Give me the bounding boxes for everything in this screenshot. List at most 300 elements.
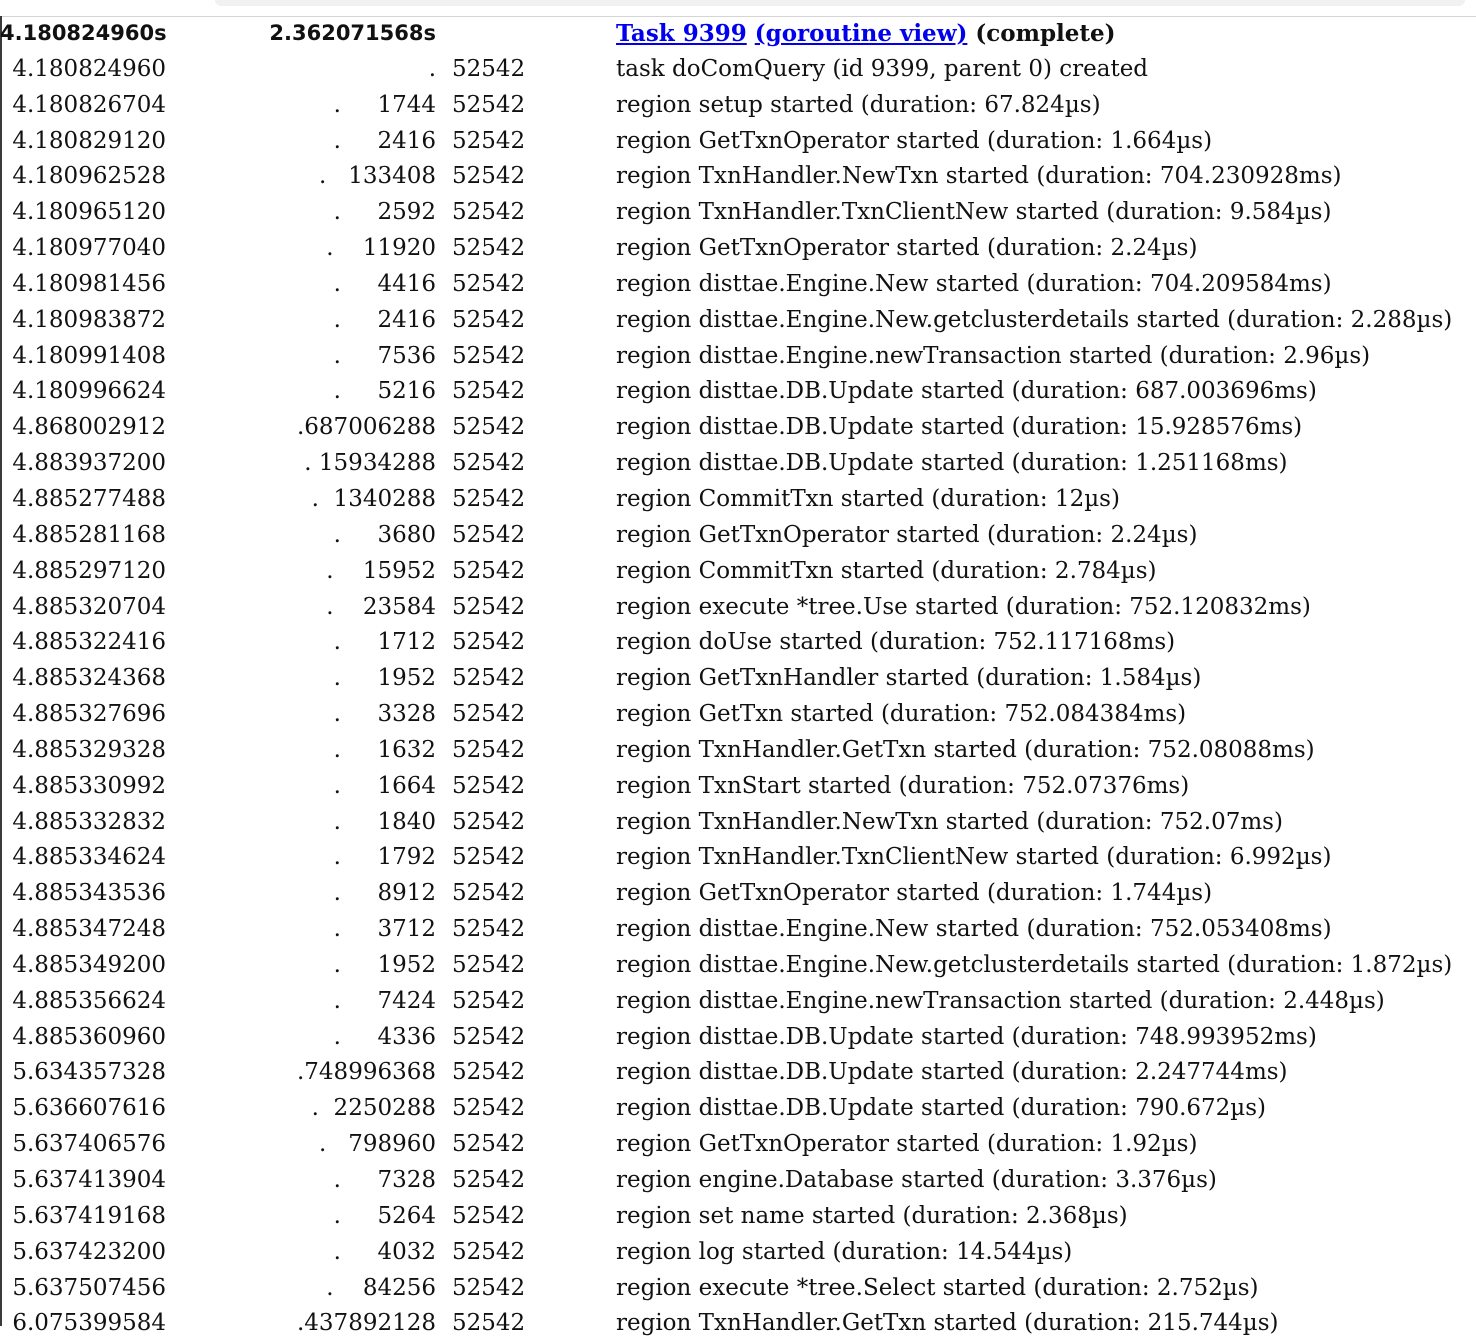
event-elapsed: . 8912 bbox=[333, 880, 436, 907]
spacer bbox=[166, 805, 246, 841]
event-description: region disttae.DB.Update started (duration: 2.247744ms) bbox=[616, 1059, 1288, 1086]
spacer bbox=[166, 446, 246, 482]
event-time: 5.637406576 bbox=[12, 1131, 166, 1158]
spacer bbox=[436, 1055, 452, 1091]
event-goroutine-id: 52542 bbox=[452, 1167, 526, 1193]
spacer bbox=[166, 948, 246, 984]
trace-event-row bbox=[0, 195, 1476, 231]
trace-event-row bbox=[0, 625, 1476, 661]
event-elapsed: . 15952 bbox=[326, 557, 436, 584]
spacer bbox=[436, 446, 452, 482]
spacer bbox=[516, 16, 616, 52]
event-time: 4.883937200 bbox=[12, 450, 166, 477]
spacer bbox=[436, 625, 452, 661]
event-description: region GetTxnHandler started (duration: 1.584µs) bbox=[616, 665, 1202, 692]
event-elapsed: . 1952 bbox=[333, 665, 436, 692]
event-time: 5.637507456 bbox=[12, 1274, 166, 1301]
event-elapsed: . bbox=[428, 55, 436, 82]
event-elapsed: . 7328 bbox=[333, 1167, 436, 1193]
spacer bbox=[436, 661, 452, 697]
event-goroutine-id: 52542 bbox=[452, 665, 526, 692]
spacer bbox=[436, 482, 452, 518]
task-total-duration: 2.362071568s bbox=[269, 21, 436, 45]
event-time: 4.868002912 bbox=[12, 414, 166, 441]
spacer bbox=[436, 159, 452, 195]
event-elapsed: . 4336 bbox=[333, 1023, 436, 1050]
event-goroutine-id: 52542 bbox=[452, 916, 526, 943]
event-elapsed: . 1744 bbox=[333, 91, 436, 118]
trace-event-row bbox=[0, 876, 1476, 912]
event-description: region disttae.Engine.newTransaction started (duration: 2.448µs) bbox=[616, 987, 1385, 1014]
trace-event-row bbox=[0, 303, 1476, 339]
trace-event-row bbox=[0, 518, 1476, 554]
event-description: region TxnHandler.TxnClientNew started (duration: 9.584µs) bbox=[616, 199, 1332, 226]
event-goroutine-id: 52542 bbox=[452, 772, 526, 799]
spacer bbox=[166, 303, 246, 339]
event-elapsed: . 133408 bbox=[318, 163, 436, 190]
trace-event-row bbox=[0, 159, 1476, 195]
spacer bbox=[166, 195, 246, 231]
spacer bbox=[436, 1235, 452, 1271]
event-goroutine-id: 52542 bbox=[452, 1023, 526, 1050]
event-goroutine-id: 52542 bbox=[452, 342, 526, 369]
goroutine-view-link[interactable]: (goroutine view) bbox=[754, 20, 968, 47]
event-goroutine-id: 52542 bbox=[452, 127, 526, 154]
spacer bbox=[516, 303, 616, 339]
spacer bbox=[166, 1271, 246, 1307]
spacer bbox=[166, 16, 246, 52]
event-description: region TxnStart started (duration: 752.07376ms) bbox=[616, 772, 1190, 799]
task-title-cell bbox=[616, 16, 1476, 52]
trace-event-row bbox=[0, 697, 1476, 733]
spacer bbox=[166, 661, 246, 697]
spacer bbox=[166, 518, 246, 554]
event-elapsed: . 5216 bbox=[333, 378, 436, 405]
spacer bbox=[516, 1091, 616, 1127]
event-time: 5.637423200 bbox=[12, 1238, 166, 1265]
event-time: 4.885324368 bbox=[12, 665, 166, 692]
spacer bbox=[436, 948, 452, 984]
trace-event-row bbox=[0, 912, 1476, 948]
trace-event-row bbox=[0, 984, 1476, 1020]
spacer bbox=[436, 410, 452, 446]
event-description: region disttae.Engine.newTransaction started (duration: 2.96µs) bbox=[616, 342, 1371, 369]
event-elapsed: . 3712 bbox=[333, 916, 436, 943]
spacer bbox=[166, 159, 246, 195]
spacer bbox=[166, 1091, 246, 1127]
event-time: 5.634357328 bbox=[12, 1059, 166, 1086]
spacer bbox=[516, 267, 616, 303]
event-description: region execute *tree.Select started (duration: 2.752µs) bbox=[616, 1274, 1259, 1301]
event-description: region CommitTxn started (duration: 12µs) bbox=[616, 485, 1120, 512]
event-elapsed: . 7424 bbox=[333, 987, 436, 1014]
event-goroutine-id: 52542 bbox=[452, 557, 526, 584]
event-goroutine-id: 52542 bbox=[452, 235, 526, 262]
event-description: task doComQuery (id 9399, parent 0) created bbox=[616, 55, 1149, 82]
spacer bbox=[516, 1055, 616, 1091]
spacer bbox=[166, 1055, 246, 1091]
event-time: 4.885347248 bbox=[12, 916, 166, 943]
event-goroutine-id: 52542 bbox=[452, 1095, 526, 1122]
event-goroutine-id: 52542 bbox=[452, 629, 526, 656]
event-elapsed: . 7536 bbox=[333, 342, 436, 369]
event-time: 6.075399584 bbox=[12, 1310, 166, 1337]
event-time: 4.885343536 bbox=[12, 880, 166, 907]
event-description: region TxnHandler.TxnClientNew started (duration: 6.992µs) bbox=[616, 844, 1332, 871]
event-description: region TxnHandler.NewTxn started (duration: 752.07ms) bbox=[616, 808, 1283, 835]
event-goroutine-id: 52542 bbox=[452, 1274, 526, 1301]
event-elapsed: . 1664 bbox=[333, 772, 436, 799]
event-elapsed: . 1952 bbox=[333, 951, 436, 978]
trace-event-row bbox=[0, 267, 1476, 303]
event-description: region disttae.Engine.New started (duration: 752.053408ms) bbox=[616, 916, 1332, 943]
top-scroll-strip bbox=[215, 0, 1465, 6]
trace-event-row bbox=[0, 52, 1476, 88]
event-elapsed: . 11920 bbox=[326, 235, 436, 262]
trace-event-row bbox=[0, 1127, 1476, 1163]
spacer bbox=[436, 1199, 452, 1235]
event-time: 4.180826704 bbox=[12, 91, 166, 118]
spacer bbox=[516, 1271, 616, 1307]
spacer bbox=[436, 1091, 452, 1127]
spacer bbox=[436, 339, 452, 375]
event-time: 4.885330992 bbox=[12, 772, 166, 799]
trace-event-row bbox=[0, 88, 1476, 124]
spacer bbox=[166, 733, 246, 769]
event-description: region TxnHandler.GetTxn started (duration: 215.744µs) bbox=[616, 1310, 1279, 1337]
event-time: 4.885360960 bbox=[12, 1023, 166, 1050]
event-description: region GetTxn started (duration: 752.084384ms) bbox=[616, 701, 1187, 728]
event-elapsed: . 1712 bbox=[333, 629, 436, 656]
spacer bbox=[516, 339, 616, 375]
event-goroutine-id: 52542 bbox=[452, 521, 526, 548]
spacer bbox=[516, 88, 616, 124]
event-time: 4.180824960 bbox=[12, 55, 166, 82]
event-description: region disttae.DB.Update started (duration: 15.928576ms) bbox=[616, 414, 1303, 441]
event-description: region GetTxnOperator started (duration: 2.24µs) bbox=[616, 521, 1198, 548]
spacer bbox=[166, 124, 246, 160]
trace-event-row bbox=[0, 840, 1476, 876]
event-goroutine-id: 52542 bbox=[452, 1059, 526, 1086]
event-time: 4.180962528 bbox=[12, 163, 166, 190]
spacer bbox=[516, 625, 616, 661]
spacer bbox=[166, 1235, 246, 1271]
spacer bbox=[516, 410, 616, 446]
event-time: 5.637419168 bbox=[12, 1202, 166, 1229]
event-description: region disttae.Engine.New.getclusterdetails started (duration: 2.288µs) bbox=[616, 306, 1453, 333]
event-description: region GetTxnOperator started (duration: 1.92µs) bbox=[616, 1131, 1198, 1158]
trace-event-row bbox=[0, 339, 1476, 375]
event-time: 4.180996624 bbox=[12, 378, 166, 405]
spacer bbox=[166, 984, 246, 1020]
trace-event-row bbox=[0, 1091, 1476, 1127]
spacer bbox=[516, 769, 616, 805]
trace-event-row bbox=[0, 1306, 1476, 1342]
spacer bbox=[516, 1199, 616, 1235]
spacer bbox=[516, 1306, 616, 1342]
event-description: region disttae.DB.Update started (duration: 687.003696ms) bbox=[616, 378, 1317, 405]
event-goroutine-id: 52542 bbox=[452, 91, 526, 118]
event-goroutine-id: 52542 bbox=[452, 1310, 526, 1337]
event-goroutine-id: 52542 bbox=[452, 736, 526, 763]
trace-event-row bbox=[0, 1235, 1476, 1271]
trace-events-table bbox=[0, 16, 1476, 1342]
trace-event-row bbox=[0, 231, 1476, 267]
spacer bbox=[516, 124, 616, 160]
event-time: 4.885297120 bbox=[12, 557, 166, 584]
spacer bbox=[516, 1020, 616, 1056]
event-time: 4.180829120 bbox=[12, 127, 166, 154]
spacer bbox=[516, 554, 616, 590]
spacer bbox=[436, 805, 452, 841]
event-description: region disttae.DB.Update started (duration: 748.993952ms) bbox=[616, 1023, 1317, 1050]
spacer bbox=[516, 446, 616, 482]
spacer bbox=[436, 303, 452, 339]
spacer bbox=[166, 1020, 246, 1056]
spacer bbox=[436, 912, 452, 948]
trace-event-row bbox=[0, 1163, 1476, 1199]
event-description: region log started (duration: 14.544µs) bbox=[616, 1238, 1073, 1265]
event-time: 4.180977040 bbox=[12, 235, 166, 262]
event-elapsed: . 23584 bbox=[326, 593, 436, 620]
trace-event-row bbox=[0, 410, 1476, 446]
event-time: 4.180981456 bbox=[12, 270, 166, 297]
trace-event-row bbox=[0, 482, 1476, 518]
event-goroutine-id: 52542 bbox=[452, 880, 526, 907]
trace-event-row bbox=[0, 590, 1476, 626]
event-time: 5.636607616 bbox=[12, 1095, 166, 1122]
trace-event-row bbox=[0, 948, 1476, 984]
event-goroutine-id: 52542 bbox=[452, 163, 526, 190]
event-elapsed: . 3328 bbox=[333, 701, 436, 728]
spacer bbox=[166, 554, 246, 590]
spacer bbox=[516, 1163, 616, 1199]
spacer bbox=[166, 339, 246, 375]
spacer bbox=[516, 482, 616, 518]
trace-event-row bbox=[0, 769, 1476, 805]
event-goroutine-id: 52542 bbox=[452, 450, 526, 477]
spacer bbox=[436, 374, 452, 410]
event-goroutine-id: 52542 bbox=[452, 987, 526, 1014]
event-goroutine-id: 52542 bbox=[452, 808, 526, 835]
event-description: region disttae.DB.Update started (duration: 1.251168ms) bbox=[616, 450, 1288, 477]
event-elapsed: . 2592 bbox=[333, 199, 436, 226]
trace-event-row bbox=[0, 805, 1476, 841]
event-description: region GetTxnOperator started (duration: 1.664µs) bbox=[616, 127, 1213, 154]
event-time: 4.885277488 bbox=[12, 485, 166, 512]
event-description: region engine.Database started (duration: 3.376µs) bbox=[616, 1167, 1217, 1193]
event-time: 4.885320704 bbox=[12, 593, 166, 620]
spacer bbox=[516, 231, 616, 267]
spacer bbox=[436, 554, 452, 590]
event-goroutine-id: 52542 bbox=[452, 844, 526, 871]
event-elapsed: . 5264 bbox=[333, 1202, 436, 1229]
trace-event-row bbox=[0, 446, 1476, 482]
trace-event-row bbox=[0, 1055, 1476, 1091]
event-elapsed: .687006288 bbox=[296, 414, 436, 441]
spacer bbox=[436, 231, 452, 267]
spacer bbox=[516, 374, 616, 410]
event-description: region GetTxnOperator started (duration: 1.744µs) bbox=[616, 880, 1213, 907]
event-description: region doUse started (duration: 752.117168ms) bbox=[616, 629, 1176, 656]
spacer bbox=[166, 590, 246, 626]
event-goroutine-id: 52542 bbox=[452, 306, 526, 333]
task-start-time: 4.180824960s bbox=[0, 21, 167, 45]
event-time: 4.885327696 bbox=[12, 701, 166, 728]
event-elapsed: . 798960 bbox=[318, 1131, 436, 1158]
spacer bbox=[166, 769, 246, 805]
spacer bbox=[436, 1306, 452, 1342]
event-time: 4.885349200 bbox=[12, 951, 166, 978]
trace-event-row bbox=[0, 374, 1476, 410]
event-description: region TxnHandler.NewTxn started (duration: 704.230928ms) bbox=[616, 163, 1342, 190]
spacer bbox=[516, 697, 616, 733]
event-goroutine-id: 52542 bbox=[452, 1238, 526, 1265]
trace-event-row bbox=[0, 1020, 1476, 1056]
spacer bbox=[166, 840, 246, 876]
spacer bbox=[436, 984, 452, 1020]
event-time: 4.885332832 bbox=[12, 808, 166, 835]
event-elapsed: . 4032 bbox=[333, 1238, 436, 1265]
spacer bbox=[436, 195, 452, 231]
event-elapsed: . 15934288 bbox=[304, 450, 436, 477]
event-description: region CommitTxn started (duration: 2.784µs) bbox=[616, 557, 1157, 584]
spacer bbox=[436, 1020, 452, 1056]
event-elapsed: . 1792 bbox=[333, 844, 436, 871]
event-goroutine-id: 52542 bbox=[452, 485, 526, 512]
event-elapsed: . 1340288 bbox=[311, 485, 436, 512]
spacer bbox=[516, 52, 616, 88]
spacer bbox=[516, 661, 616, 697]
spacer bbox=[166, 1127, 246, 1163]
spacer bbox=[436, 88, 452, 124]
trace-event-row bbox=[0, 1199, 1476, 1235]
trace-event-row bbox=[0, 1271, 1476, 1307]
spacer bbox=[436, 590, 452, 626]
event-elapsed: .437892128 bbox=[296, 1310, 436, 1337]
spacer bbox=[166, 1199, 246, 1235]
trace-events-body bbox=[0, 16, 1476, 1342]
spacer bbox=[166, 482, 246, 518]
spacer bbox=[516, 518, 616, 554]
task-status: (complete) bbox=[975, 20, 1116, 47]
spacer bbox=[436, 518, 452, 554]
trace-event-row bbox=[0, 554, 1476, 590]
event-time: 4.885322416 bbox=[12, 629, 166, 656]
event-time: 4.180965120 bbox=[12, 199, 166, 226]
task-header-row bbox=[0, 16, 1476, 52]
event-goroutine-id: 52542 bbox=[452, 414, 526, 441]
event-goroutine-id: 52542 bbox=[452, 55, 526, 82]
spacer bbox=[436, 16, 452, 52]
top-toolbar bbox=[0, 0, 1476, 17]
spacer bbox=[516, 1235, 616, 1271]
event-goroutine-id: 52542 bbox=[452, 1202, 526, 1229]
event-description: region GetTxnOperator started (duration: 2.24µs) bbox=[616, 235, 1198, 262]
spacer bbox=[436, 876, 452, 912]
spacer bbox=[436, 769, 452, 805]
event-elapsed: . 2416 bbox=[333, 306, 436, 333]
spacer bbox=[166, 912, 246, 948]
event-description: region disttae.Engine.New started (duration: 704.209584ms) bbox=[616, 270, 1332, 297]
spacer bbox=[436, 697, 452, 733]
event-elapsed: . 2416 bbox=[333, 127, 436, 154]
spacer bbox=[516, 195, 616, 231]
event-goroutine-id: 52542 bbox=[452, 270, 526, 297]
spacer bbox=[166, 410, 246, 446]
spacer bbox=[516, 876, 616, 912]
event-elapsed: . 3680 bbox=[333, 521, 436, 548]
spacer bbox=[166, 267, 246, 303]
event-elapsed: . 1632 bbox=[333, 736, 436, 763]
trace-event-row bbox=[0, 661, 1476, 697]
spacer bbox=[452, 16, 516, 52]
spacer bbox=[436, 1163, 452, 1199]
trace-event-row bbox=[0, 733, 1476, 769]
event-time: 5.637413904 bbox=[12, 1167, 166, 1193]
event-time: 4.885356624 bbox=[12, 987, 166, 1014]
spacer bbox=[516, 1127, 616, 1163]
spacer bbox=[436, 267, 452, 303]
spacer bbox=[166, 52, 246, 88]
event-time: 4.885329328 bbox=[12, 736, 166, 763]
event-time: 4.180983872 bbox=[12, 306, 166, 333]
spacer bbox=[516, 159, 616, 195]
event-goroutine-id: 52542 bbox=[452, 1131, 526, 1158]
event-description: region set name started (duration: 2.368µs) bbox=[616, 1202, 1128, 1229]
event-time: 4.885334624 bbox=[12, 844, 166, 871]
spacer bbox=[436, 52, 452, 88]
task-link[interactable]: Task 9399 bbox=[616, 20, 747, 47]
spacer bbox=[436, 733, 452, 769]
spacer bbox=[516, 805, 616, 841]
spacer bbox=[516, 912, 616, 948]
event-elapsed: . 1840 bbox=[333, 808, 436, 835]
trace-event-row bbox=[0, 124, 1476, 160]
event-elapsed: . 4416 bbox=[333, 270, 436, 297]
spacer bbox=[516, 948, 616, 984]
spacer bbox=[166, 1306, 246, 1342]
event-goroutine-id: 52542 bbox=[452, 199, 526, 226]
spacer bbox=[166, 231, 246, 267]
event-time: 4.180991408 bbox=[12, 342, 166, 369]
event-goroutine-id: 52542 bbox=[452, 593, 526, 620]
event-elapsed: .748996368 bbox=[296, 1059, 436, 1086]
spacer bbox=[516, 733, 616, 769]
spacer bbox=[166, 625, 246, 661]
spacer bbox=[516, 984, 616, 1020]
spacer bbox=[516, 840, 616, 876]
spacer bbox=[436, 840, 452, 876]
spacer bbox=[166, 88, 246, 124]
event-description: region setup started (duration: 67.824µs) bbox=[616, 91, 1101, 118]
spacer bbox=[166, 697, 246, 733]
spacer bbox=[436, 1271, 452, 1307]
event-description: region disttae.Engine.New.getclusterdetails started (duration: 1.872µs) bbox=[616, 951, 1453, 978]
spacer bbox=[436, 1127, 452, 1163]
spacer bbox=[166, 876, 246, 912]
spacer bbox=[166, 374, 246, 410]
event-description: region TxnHandler.GetTxn started (duration: 752.08088ms) bbox=[616, 736, 1315, 763]
event-description: region execute *tree.Use started (duration: 752.120832ms) bbox=[616, 593, 1311, 620]
event-goroutine-id: 52542 bbox=[452, 951, 526, 978]
event-elapsed: . 84256 bbox=[326, 1274, 436, 1301]
event-description: region disttae.DB.Update started (duration: 790.672µs) bbox=[616, 1095, 1267, 1122]
event-time: 4.885281168 bbox=[12, 521, 166, 548]
spacer bbox=[166, 1163, 246, 1199]
event-goroutine-id: 52542 bbox=[452, 701, 526, 728]
spacer bbox=[516, 590, 616, 626]
